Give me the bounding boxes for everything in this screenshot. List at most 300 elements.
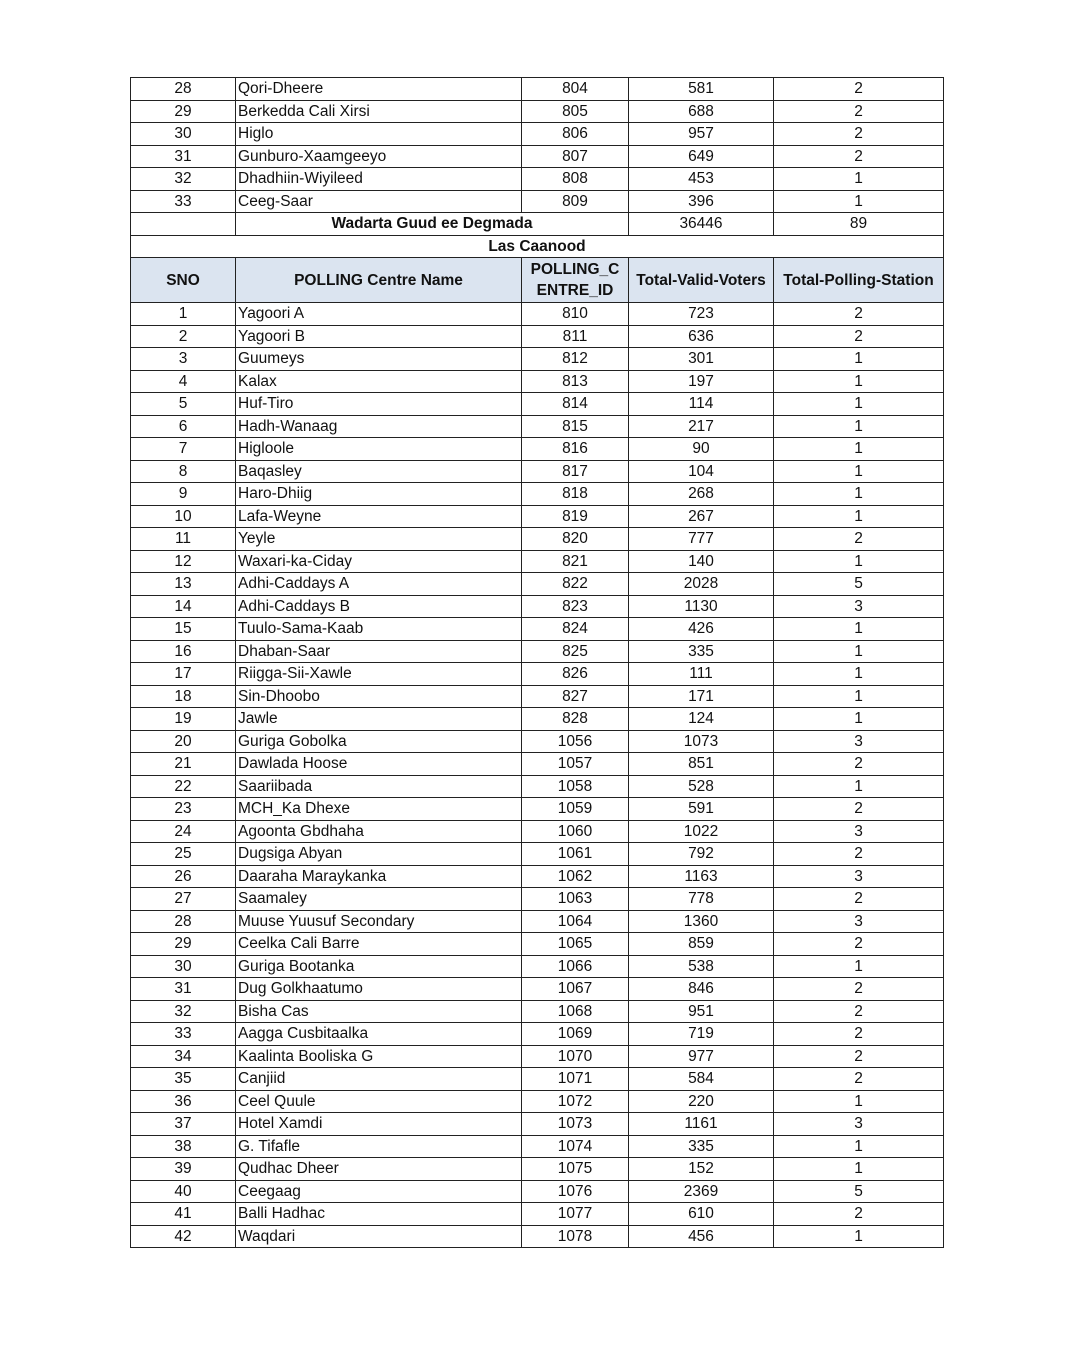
table-row	[131, 325, 944, 348]
cell-sno: 31	[131, 978, 236, 1001]
cell-valid-voters: 152	[629, 1158, 774, 1181]
cell-centre-name: Kaalinta Booliska G	[236, 1045, 522, 1068]
cell-valid-voters: 719	[629, 1023, 774, 1046]
cell-centre-name: Qori-Dheere	[236, 78, 522, 101]
table-row	[131, 663, 944, 686]
section-title: Las Caanood	[131, 235, 944, 258]
table-row	[131, 640, 944, 663]
table-row	[131, 123, 944, 146]
cell-sno: 41	[131, 1203, 236, 1226]
table-row	[131, 1000, 944, 1023]
table-row	[131, 348, 944, 371]
cell-centre-id: 1078	[522, 1225, 629, 1248]
cell-sno: 29	[131, 933, 236, 956]
cell-valid-voters: 591	[629, 798, 774, 821]
cell-sno: 9	[131, 483, 236, 506]
cell-centre-id: 1062	[522, 865, 629, 888]
cell-polling-stations: 3	[774, 865, 944, 888]
cell-centre-id: 807	[522, 145, 629, 168]
table-row	[131, 753, 944, 776]
cell-centre-name: Bisha Cas	[236, 1000, 522, 1023]
cell-sno: 34	[131, 1045, 236, 1068]
cell-sno: 4	[131, 370, 236, 393]
cell-valid-voters: 171	[629, 685, 774, 708]
cell-centre-name: Qudhac Dheer	[236, 1158, 522, 1181]
cell-centre-name: Riigga-Sii-Xawle	[236, 663, 522, 686]
cell-polling-stations: 2	[774, 798, 944, 821]
cell-centre-name: Dawlada Hoose	[236, 753, 522, 776]
cell-valid-voters: 977	[629, 1045, 774, 1068]
cell-polling-stations: 3	[774, 820, 944, 843]
table-row	[131, 303, 944, 326]
table-row	[131, 730, 944, 753]
cell-valid-voters: 140	[629, 550, 774, 573]
cell-valid-voters: 581	[629, 78, 774, 101]
cell-sno: 33	[131, 1023, 236, 1046]
cell-valid-voters: 951	[629, 1000, 774, 1023]
cell-sno: 17	[131, 663, 236, 686]
las-caanood-rows	[131, 303, 944, 1248]
cell-valid-voters: 688	[629, 100, 774, 123]
cell-valid-voters: 426	[629, 618, 774, 641]
cell-centre-name: Sin-Dhoobo	[236, 685, 522, 708]
cell-centre-id: 1073	[522, 1113, 629, 1136]
cell-polling-stations: 1	[774, 505, 944, 528]
cell-centre-id: 1070	[522, 1045, 629, 1068]
cell-centre-id: 804	[522, 78, 629, 101]
table-row	[131, 865, 944, 888]
cell-centre-id: 821	[522, 550, 629, 573]
cell-sno: 26	[131, 865, 236, 888]
cell-centre-name: Yagoori A	[236, 303, 522, 326]
table-row	[131, 1068, 944, 1091]
cell-sno: 40	[131, 1180, 236, 1203]
cell-centre-id: 1063	[522, 888, 629, 911]
cell-centre-name: Guriga Gobolka	[236, 730, 522, 753]
cell-centre-id: 816	[522, 438, 629, 461]
table-row	[131, 843, 944, 866]
table-row	[131, 1225, 944, 1248]
table-row	[131, 370, 944, 393]
total-voters: 36446	[629, 213, 774, 236]
cell-centre-id: 826	[522, 663, 629, 686]
cell-valid-voters: 1163	[629, 865, 774, 888]
cell-valid-voters: 90	[629, 438, 774, 461]
cell-sno: 10	[131, 505, 236, 528]
cell-polling-stations: 5	[774, 1180, 944, 1203]
cell-centre-name: Guriga Bootanka	[236, 955, 522, 978]
cell-polling-stations: 3	[774, 1113, 944, 1136]
cell-sno: 38	[131, 1135, 236, 1158]
cell-centre-id: 810	[522, 303, 629, 326]
cell-sno: 8	[131, 460, 236, 483]
cell-centre-name: Ceelka Cali Barre	[236, 933, 522, 956]
cell-polling-stations: 1	[774, 550, 944, 573]
section-row	[131, 235, 944, 258]
cell-polling-stations: 1	[774, 415, 944, 438]
table-row	[131, 1135, 944, 1158]
cell-valid-voters: 957	[629, 123, 774, 146]
cell-valid-voters: 114	[629, 393, 774, 416]
cell-valid-voters: 396	[629, 190, 774, 213]
table-row	[131, 460, 944, 483]
cell-centre-name: Saariibada	[236, 775, 522, 798]
cell-centre-name: Berkedda Cali Xirsi	[236, 100, 522, 123]
cell-valid-voters: 649	[629, 145, 774, 168]
cell-sno: 6	[131, 415, 236, 438]
cell-centre-name: Baqasley	[236, 460, 522, 483]
cell-centre-name: Jawle	[236, 708, 522, 731]
cell-valid-voters: 267	[629, 505, 774, 528]
header-stations: Total-Polling-Station	[774, 258, 944, 303]
cell-valid-voters: 1360	[629, 910, 774, 933]
cell-centre-id: 1071	[522, 1068, 629, 1091]
cell-centre-id: 815	[522, 415, 629, 438]
cell-polling-stations: 2	[774, 123, 944, 146]
cell-centre-id: 827	[522, 685, 629, 708]
cell-sno: 37	[131, 1113, 236, 1136]
cell-polling-stations: 1	[774, 168, 944, 191]
total-label: Wadarta Guud ee Degmada	[236, 213, 629, 236]
table-row	[131, 708, 944, 731]
cell-valid-voters: 792	[629, 843, 774, 866]
cell-centre-id: 819	[522, 505, 629, 528]
cell-valid-voters: 335	[629, 640, 774, 663]
cell-sno: 1	[131, 303, 236, 326]
cell-centre-id: 1068	[522, 1000, 629, 1023]
cell-valid-voters: 301	[629, 348, 774, 371]
cell-centre-id: 824	[522, 618, 629, 641]
cell-polling-stations: 1	[774, 348, 944, 371]
cell-sno: 20	[131, 730, 236, 753]
table-row	[131, 820, 944, 843]
cell-centre-name: Yagoori B	[236, 325, 522, 348]
district-total	[131, 213, 944, 303]
table-row	[131, 573, 944, 596]
table-row	[131, 190, 944, 213]
cell-polling-stations: 2	[774, 843, 944, 866]
cell-polling-stations: 1	[774, 1090, 944, 1113]
cell-sno: 23	[131, 798, 236, 821]
header-row	[131, 258, 944, 303]
cell-polling-stations: 2	[774, 145, 944, 168]
cell-sno: 35	[131, 1068, 236, 1091]
table-row	[131, 1180, 944, 1203]
table-row	[131, 798, 944, 821]
cell-valid-voters: 104	[629, 460, 774, 483]
cell-centre-id: 820	[522, 528, 629, 551]
cell-valid-voters: 220	[629, 1090, 774, 1113]
table-row	[131, 910, 944, 933]
cell-sno: 30	[131, 955, 236, 978]
cell-centre-name: Hadh-Wanaag	[236, 415, 522, 438]
cell-valid-voters: 1022	[629, 820, 774, 843]
cell-centre-name: Dhadhiin-Wiyileed	[236, 168, 522, 191]
cell-polling-stations: 2	[774, 933, 944, 956]
cell-sno: 16	[131, 640, 236, 663]
table-row	[131, 505, 944, 528]
cell-sno: 42	[131, 1225, 236, 1248]
table-row	[131, 168, 944, 191]
cell-sno: 18	[131, 685, 236, 708]
table-row	[131, 1158, 944, 1181]
cell-centre-id: 1059	[522, 798, 629, 821]
table-row	[131, 618, 944, 641]
cell-polling-stations: 1	[774, 1158, 944, 1181]
cell-centre-id: 1061	[522, 843, 629, 866]
cell-valid-voters: 1161	[629, 1113, 774, 1136]
table-row	[131, 483, 944, 506]
cell-polling-stations: 1	[774, 708, 944, 731]
cell-centre-id: 1065	[522, 933, 629, 956]
cell-sno: 13	[131, 573, 236, 596]
cell-polling-stations: 2	[774, 303, 944, 326]
cell-sno: 24	[131, 820, 236, 843]
cell-sno: 19	[131, 708, 236, 731]
cell-valid-voters: 124	[629, 708, 774, 731]
cell-polling-stations: 3	[774, 730, 944, 753]
cell-centre-id: 813	[522, 370, 629, 393]
cell-sno: 29	[131, 100, 236, 123]
cell-sno: 22	[131, 775, 236, 798]
cell-polling-stations: 3	[774, 910, 944, 933]
cell-centre-name: G. Tifafle	[236, 1135, 522, 1158]
cell-polling-stations: 1	[774, 1135, 944, 1158]
cell-centre-name: Yeyle	[236, 528, 522, 551]
cell-valid-voters: 217	[629, 415, 774, 438]
cell-centre-id: 809	[522, 190, 629, 213]
cell-centre-name: MCH_Ka Dhexe	[236, 798, 522, 821]
table-row	[131, 1023, 944, 1046]
cell-polling-stations: 2	[774, 1000, 944, 1023]
cell-centre-name: Guumeys	[236, 348, 522, 371]
cell-sno: 39	[131, 1158, 236, 1181]
table-row	[131, 528, 944, 551]
cell-centre-id: 1067	[522, 978, 629, 1001]
cell-centre-name: Daaraha Maraykanka	[236, 865, 522, 888]
cell-centre-id: 1060	[522, 820, 629, 843]
cell-valid-voters: 859	[629, 933, 774, 956]
cell-sno: 32	[131, 168, 236, 191]
cell-centre-id: 1066	[522, 955, 629, 978]
cell-polling-stations: 2	[774, 753, 944, 776]
cell-polling-stations: 2	[774, 528, 944, 551]
cell-polling-stations: 2	[774, 1068, 944, 1091]
cell-valid-voters: 610	[629, 1203, 774, 1226]
previous-district-rows	[131, 78, 944, 213]
cell-valid-voters: 197	[629, 370, 774, 393]
cell-valid-voters: 723	[629, 303, 774, 326]
cell-sno: 14	[131, 595, 236, 618]
header-centre-id	[522, 258, 629, 303]
cell-centre-name: Tuulo-Sama-Kaab	[236, 618, 522, 641]
cell-centre-id: 1056	[522, 730, 629, 753]
table-row	[131, 933, 944, 956]
cell-centre-id: 817	[522, 460, 629, 483]
cell-sno: 11	[131, 528, 236, 551]
cell-polling-stations: 2	[774, 1203, 944, 1226]
cell-centre-id: 806	[522, 123, 629, 146]
cell-centre-name: Gunburo-Xaamgeeyo	[236, 145, 522, 168]
table-row	[131, 145, 944, 168]
table-row	[131, 100, 944, 123]
cell-valid-voters: 268	[629, 483, 774, 506]
cell-polling-stations: 2	[774, 78, 944, 101]
cell-sno: 7	[131, 438, 236, 461]
cell-sno: 12	[131, 550, 236, 573]
cell-centre-name: Adhi-Caddays B	[236, 595, 522, 618]
table-row	[131, 888, 944, 911]
header-centre-id-label: POLLING_CENTRE_ID	[530, 261, 620, 299]
polling-centres-table	[130, 77, 944, 1248]
cell-centre-name: Haro-Dhiig	[236, 483, 522, 506]
cell-valid-voters: 538	[629, 955, 774, 978]
cell-centre-name: Higlo	[236, 123, 522, 146]
cell-polling-stations: 1	[774, 460, 944, 483]
cell-centre-name: Ceeg-Saar	[236, 190, 522, 213]
cell-valid-voters: 851	[629, 753, 774, 776]
cell-valid-voters: 636	[629, 325, 774, 348]
cell-polling-stations: 1	[774, 618, 944, 641]
cell-centre-id: 1064	[522, 910, 629, 933]
cell-valid-voters: 2369	[629, 1180, 774, 1203]
total-row	[131, 213, 944, 236]
cell-valid-voters: 456	[629, 1225, 774, 1248]
cell-centre-name: Balli Hadhac	[236, 1203, 522, 1226]
cell-polling-stations: 1	[774, 1225, 944, 1248]
cell-centre-id: 828	[522, 708, 629, 731]
cell-centre-id: 811	[522, 325, 629, 348]
cell-polling-stations: 2	[774, 1045, 944, 1068]
cell-polling-stations: 1	[774, 393, 944, 416]
table-row	[131, 1203, 944, 1226]
cell-centre-id: 1058	[522, 775, 629, 798]
cell-centre-name: Ceel Quule	[236, 1090, 522, 1113]
cell-centre-id: 805	[522, 100, 629, 123]
cell-centre-name: Adhi-Caddays A	[236, 573, 522, 596]
table-row	[131, 438, 944, 461]
cell-polling-stations: 5	[774, 573, 944, 596]
cell-centre-name: Dug Golkhaatumo	[236, 978, 522, 1001]
cell-sno: 15	[131, 618, 236, 641]
cell-centre-id: 1075	[522, 1158, 629, 1181]
table-row	[131, 775, 944, 798]
cell-valid-voters: 1073	[629, 730, 774, 753]
cell-centre-id: 818	[522, 483, 629, 506]
table-row	[131, 685, 944, 708]
table-row	[131, 415, 944, 438]
header-voters: Total-Valid-Voters	[629, 258, 774, 303]
cell-centre-id: 823	[522, 595, 629, 618]
cell-valid-voters: 777	[629, 528, 774, 551]
cell-valid-voters: 528	[629, 775, 774, 798]
cell-centre-name: Dugsiga Abyan	[236, 843, 522, 866]
cell-sno: 36	[131, 1090, 236, 1113]
cell-sno: 21	[131, 753, 236, 776]
cell-centre-name: Dhaban-Saar	[236, 640, 522, 663]
cell-centre-id: 825	[522, 640, 629, 663]
cell-sno: 2	[131, 325, 236, 348]
cell-valid-voters: 846	[629, 978, 774, 1001]
cell-sno: 31	[131, 145, 236, 168]
cell-centre-id: 822	[522, 573, 629, 596]
cell-polling-stations: 1	[774, 190, 944, 213]
cell-centre-id: 1057	[522, 753, 629, 776]
cell-centre-id: 1076	[522, 1180, 629, 1203]
cell-centre-id: 1072	[522, 1090, 629, 1113]
cell-centre-name: Saamaley	[236, 888, 522, 911]
table-row	[131, 393, 944, 416]
cell-centre-name: Ceegaag	[236, 1180, 522, 1203]
cell-centre-id: 812	[522, 348, 629, 371]
cell-sno: 3	[131, 348, 236, 371]
cell-centre-id: 1074	[522, 1135, 629, 1158]
cell-centre-name: Lafa-Weyne	[236, 505, 522, 528]
cell-polling-stations: 2	[774, 978, 944, 1001]
cell-polling-stations: 1	[774, 640, 944, 663]
table-row	[131, 978, 944, 1001]
cell-sno: 28	[131, 910, 236, 933]
cell-polling-stations: 1	[774, 663, 944, 686]
table-row	[131, 78, 944, 101]
cell-centre-name: Higloole	[236, 438, 522, 461]
table-row	[131, 955, 944, 978]
table-row	[131, 550, 944, 573]
cell-sno: 28	[131, 78, 236, 101]
cell-polling-stations: 2	[774, 325, 944, 348]
cell-polling-stations: 3	[774, 595, 944, 618]
cell-valid-voters: 453	[629, 168, 774, 191]
cell-polling-stations: 1	[774, 483, 944, 506]
cell-valid-voters: 1130	[629, 595, 774, 618]
cell-polling-stations: 2	[774, 100, 944, 123]
cell-sno: 33	[131, 190, 236, 213]
cell-centre-id: 1069	[522, 1023, 629, 1046]
cell-centre-name: Waqdari	[236, 1225, 522, 1248]
header-name: POLLING Centre Name	[236, 258, 522, 303]
cell-polling-stations: 2	[774, 888, 944, 911]
cell-polling-stations: 1	[774, 685, 944, 708]
total-stations: 89	[774, 213, 944, 236]
cell-polling-stations: 1	[774, 438, 944, 461]
cell-valid-voters: 778	[629, 888, 774, 911]
cell-valid-voters: 111	[629, 663, 774, 686]
table-row	[131, 1045, 944, 1068]
cell-centre-name: Kalax	[236, 370, 522, 393]
cell-valid-voters: 335	[629, 1135, 774, 1158]
cell-sno: 32	[131, 1000, 236, 1023]
cell-polling-stations: 1	[774, 775, 944, 798]
cell-centre-name: Hotel Xamdi	[236, 1113, 522, 1136]
cell-sno: 27	[131, 888, 236, 911]
cell-centre-id: 808	[522, 168, 629, 191]
cell-polling-stations: 1	[774, 955, 944, 978]
cell-centre-name: Waxari-ka-Ciday	[236, 550, 522, 573]
cell-centre-name: Muuse Yuusuf Secondary	[236, 910, 522, 933]
cell-valid-voters: 584	[629, 1068, 774, 1091]
cell-centre-id: 814	[522, 393, 629, 416]
cell-sno: 30	[131, 123, 236, 146]
table-row	[131, 1090, 944, 1113]
table-row	[131, 1113, 944, 1136]
cell-polling-stations: 2	[774, 1023, 944, 1046]
cell-centre-name: Huf-Tiro	[236, 393, 522, 416]
cell-sno: 25	[131, 843, 236, 866]
cell-centre-id: 1077	[522, 1203, 629, 1226]
cell-polling-stations: 1	[774, 370, 944, 393]
cell-valid-voters: 2028	[629, 573, 774, 596]
cell-centre-name: Aagga Cusbitaalka	[236, 1023, 522, 1046]
